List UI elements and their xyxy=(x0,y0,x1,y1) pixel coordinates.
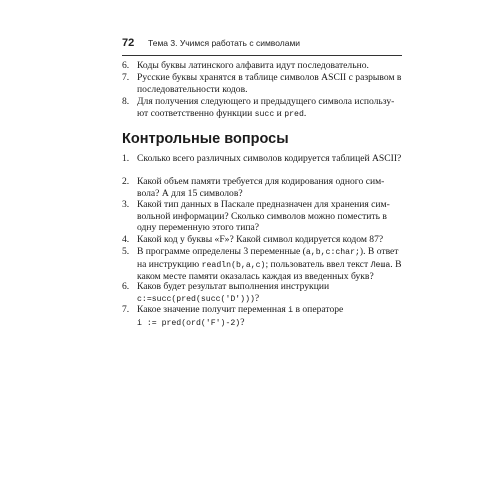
code-vars: a,b,c:char; xyxy=(305,248,360,257)
section-title: Контрольные вопросы xyxy=(122,131,289,147)
header-rule xyxy=(122,55,402,56)
chapter-title: Тема 3. Учимся работать с символами xyxy=(148,38,301,48)
book-page: 72 Тема 3. Учимся работать с символами 6. Коды буквы латинского алфавита идут последовательно. 7. Русские буквы хранятся в таблице символов ASCII с разрывом в последовательности кодов. 8. Для получения следующего и предыдущего символа использу-ют соответственно функции succ и pred. Контрольные вопросы 1. Сколько всего различных символов кодируется таблицей ASCII? 2. Какой объем памяти требуется для кодирования одного сим-вола? А для 15 символов? 3. Какой тип данных в Паскале предназначен для хранения сим-вольной информации? Сколько символов можно поместить в одну переменную этого типа? 4. Какой код у буквы «F»? Какой символ кодируется кодом 87? 5. В программе определены 3 переменные (a,b,c:char;). В ответ на инструкцию readln(b,a,c); пользователь ввел текст Леша. В каком месте памяти оказалась каждая из введенных букв? 6. Каков будет результат выполнения инструкции c:=succ(pred(succ('D')))? 7. Какое значение получит переменная i в операторе i := pred(ord('F')-2)? xyxy=(122,37,402,328)
code-input-text: Леша xyxy=(370,260,391,270)
page-number: 72 xyxy=(122,37,135,49)
code-var-i: i xyxy=(288,306,294,315)
code-succ: succ xyxy=(254,109,275,119)
running-header xyxy=(122,37,402,55)
code-succ-pred: c:=succ(pred(succ('D'))) xyxy=(137,294,255,304)
code-pred-ord: i := pred(ord('F')-2) xyxy=(137,318,241,328)
code-readln: readln(b,a,c) xyxy=(201,260,266,270)
code-pred: pred xyxy=(284,109,304,119)
